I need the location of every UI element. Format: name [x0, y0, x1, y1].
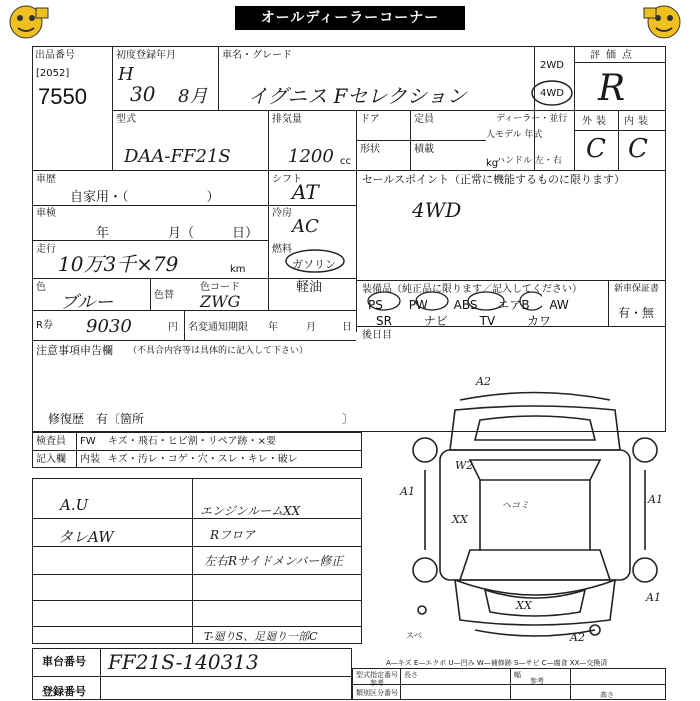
mileage-value: 10万3千×79 [58, 252, 179, 276]
evaluation-label: 評価点 [590, 50, 638, 61]
interior-label: 内装 [624, 116, 652, 127]
color-change-label: 色替 [154, 290, 174, 301]
handle-label: ハンドル 左・右 [496, 156, 562, 166]
footer-length: 長さ [404, 671, 418, 679]
color-value: ブルー [60, 292, 114, 313]
equip-pw: PW [408, 298, 428, 312]
displacement-unit: cc [340, 156, 351, 167]
remark-right-3: 左右Rサイドメンバー修正 [204, 554, 344, 568]
header-title: オールディーラーコーナー [235, 6, 465, 30]
name-change-month: 月 [306, 322, 316, 333]
footer-type-number: 型式指定番号 [356, 671, 398, 679]
vehicle-name-value: イグニス Fセレクション [248, 84, 467, 108]
car-condition-diagram [400, 380, 670, 642]
model-value: DAA-FF21S [124, 146, 231, 167]
inspection-label: 車検 [36, 208, 56, 219]
diagram-mark-sube: スベ [406, 631, 422, 640]
drive-2wd: 2WD [540, 60, 564, 71]
usage-value: 自家用・（ ） [70, 190, 220, 205]
evaluation-score: R [598, 68, 626, 109]
aircon-value: AC [292, 216, 319, 237]
footer-width: 幅 [514, 671, 521, 679]
notes-label: 注意事項申告欄 [36, 344, 113, 357]
sales-point-value: 4WD [412, 198, 462, 222]
equip-ps: PS [368, 298, 383, 312]
model-label: 型式 [116, 114, 136, 125]
mascot-logo-right [640, 2, 686, 40]
equip-tv: TV [479, 314, 496, 328]
drive-4wd: 4WD [540, 88, 564, 99]
diagram-mark-w2: W2 [455, 459, 474, 472]
diagram-mark-a1-left: A1 [400, 485, 415, 498]
name-change-day: 日 [342, 322, 352, 333]
recycle-value: 9030 [86, 316, 132, 337]
lot-number: 7550 [38, 84, 87, 109]
recycle-unit: 円 [168, 322, 178, 333]
equip-abs: ABS [453, 298, 478, 312]
fuel-diesel: 軽油 [296, 280, 323, 295]
displacement-label: 排気量 [272, 114, 302, 125]
interior-grade: C [628, 134, 648, 164]
warranty-label: 新車保証書 [614, 284, 660, 294]
notes-sub: （不具合内容等は具体的に記入して下さい） [128, 346, 309, 356]
equip-navi: ナビ [423, 314, 448, 328]
fuel-gasoline: ガソリン [292, 258, 336, 271]
remark-right-4: T-廻りS、足廻り一部C [204, 630, 318, 643]
vehicle-name-label: 車名・グレード [222, 50, 292, 61]
dealer-label: ディーラー・並行 [496, 114, 568, 124]
equip-airbag: エアB [497, 298, 530, 312]
color-label: 色 [36, 282, 46, 293]
shift-label: シフト [272, 174, 302, 185]
capacity-label: 定員 [414, 114, 434, 125]
diagram-mark-xx-mid: XX [452, 513, 468, 526]
shape-label: 形状 [360, 144, 380, 155]
repair-history: 修復歴 有〔箇所 [48, 412, 145, 426]
checker-label: 検査員 [36, 436, 66, 447]
aircon-label: 冷房 [272, 208, 292, 219]
load-unit: kg [486, 158, 499, 169]
equipment-row2 [376, 312, 551, 329]
displacement-value: 1200 [288, 146, 334, 167]
warranty-value: 有・無 [618, 306, 655, 320]
damage-legend: A—キズ E—エクボ U—凹み W—補修跡 S—サビ C—腐食 XX—交換済 [386, 659, 608, 667]
equip-aw: AW [549, 298, 569, 312]
model-year-label: 人モデル 年式 [486, 130, 543, 140]
inspection-day: 日） [232, 226, 259, 241]
footer-class-number: 類別区分番号 [356, 689, 398, 697]
diagram-mark-a1-rear: A1 [646, 591, 661, 604]
fuel-gasoline-circle [284, 248, 346, 274]
name-change-year: 年 [268, 322, 278, 333]
recycle-label: R券 [36, 320, 53, 331]
color-code-label: 色コード [200, 282, 240, 293]
color-code-value: ZWG [200, 292, 241, 311]
name-change-label: 名変通知期限 [188, 322, 248, 333]
repair-history-end: 〕 [342, 412, 355, 426]
mascot-logo-left [6, 2, 52, 40]
entry-label: 記入欄 [36, 454, 66, 465]
diagram-mark-a2-top: A2 [476, 375, 491, 388]
footer-ref-2: 参考 [530, 677, 544, 685]
equip-leather: カワ [527, 314, 552, 328]
sales-point-label: セールスポイント（正常に機能するものに限ります） [362, 173, 626, 186]
door-label: ドア [360, 114, 380, 125]
rear-seat-label: 後日目 [362, 330, 392, 341]
exterior-label: 外装 [582, 116, 610, 127]
entry-inside: 内装 [80, 454, 100, 465]
checker-fw: FW [80, 436, 96, 447]
drive-4wd-circle [530, 78, 574, 108]
chassis-value: FF21S-140313 [108, 650, 259, 674]
footer-height: 高さ [600, 691, 614, 699]
entry-items: キズ・汚レ・コゲ・穴・スレ・キレ・破レ [108, 454, 298, 465]
first-registration-label: 初度登録年月 [116, 50, 176, 61]
inspection-month: 月（ [168, 226, 195, 241]
footer-ref-1: 参考 [370, 679, 384, 687]
remark-left-2: タレAW [58, 528, 114, 546]
remark-right-2: Rフロア [210, 528, 256, 542]
remark-left-1: A.U [60, 496, 89, 514]
load-label: 積載 [414, 144, 434, 155]
mileage-unit: km [230, 264, 246, 275]
checker-items: キズ・飛石・ヒビ割・リペア跡・×要 [108, 436, 276, 447]
lot-label: 出品番号 [35, 50, 75, 61]
equipment-circles [362, 290, 542, 312]
fuel-label: 燃料 [272, 244, 292, 255]
first-registration-year: 30 [130, 82, 156, 106]
first-registration-month: 8月 [178, 86, 208, 107]
exterior-grade: C [586, 134, 606, 164]
diagram-mark-dent: ヘコミ [502, 501, 530, 511]
diagram-mark-a1-right: A1 [648, 493, 663, 506]
first-registration-era: H [118, 64, 134, 85]
usage-label: 車歴 [36, 174, 56, 185]
chassis-label: 車台番号 [42, 655, 86, 668]
registration-label: 登録番号 [42, 685, 86, 698]
equipment-label: 装備品（純正品に限ります／記入してください） [362, 284, 582, 295]
inspection-year: 年 [96, 226, 110, 241]
remark-right-1: エンジンルームXX [200, 504, 301, 518]
lot-code: [2052] [36, 68, 70, 79]
equip-sr: SR [376, 314, 392, 328]
mileage-label: 走行 [36, 244, 56, 255]
diagram-mark-a2-bottom: A2 [570, 631, 585, 644]
diagram-mark-xx-rear: XX [516, 599, 532, 612]
shift-value: AT [292, 180, 319, 204]
